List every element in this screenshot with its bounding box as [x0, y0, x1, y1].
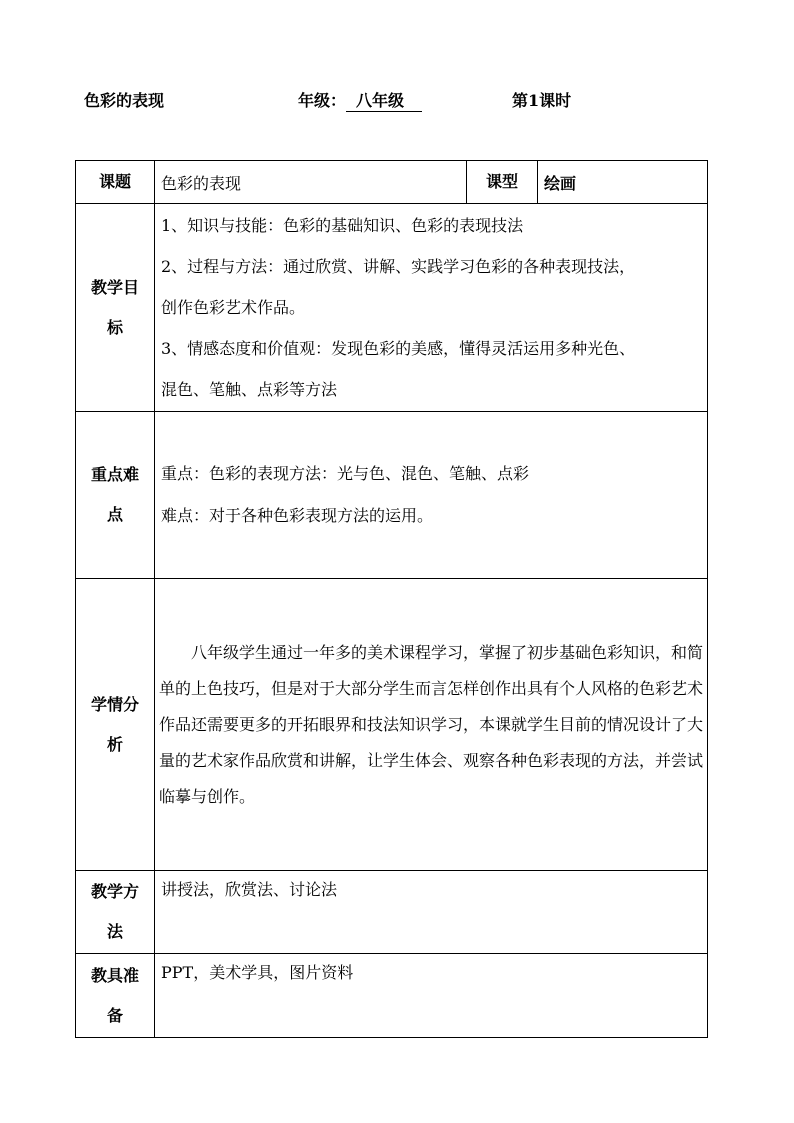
table-row — [76, 412, 708, 579]
tools-label: 教具准备 — [76, 954, 155, 1038]
lesson-period: 第1课时 — [512, 91, 572, 110]
grade-label: 年级： — [298, 91, 347, 110]
grade-field — [298, 88, 422, 112]
topic-label: 课题 — [76, 161, 155, 204]
objective-line: 1、知识与技能：色彩的基础知识、色彩的表现技法 — [161, 215, 524, 235]
methods-value: 讲授法，欣赏法、讨论法 — [155, 871, 708, 954]
objective-line: 2、过程与方法：通过欣赏、讲解、实践学习色彩的各种表现技法， — [161, 256, 636, 276]
key-point-line: 重点：色彩的表现方法：光与色、混色、笔触、点彩 — [161, 464, 530, 483]
table-row — [76, 204, 708, 412]
analysis-paragraph: 八年级学生通过一年多的美术课程学习，掌握了初步基础色彩知识，和简单的上色技巧，但是对于大部分学生而言怎样创作出具有个人风格的色彩艺术作品还需要更多的开拓眼界和技法知识学习，本课就学生目前的情况设计了大量的艺术家作品欣赏和讲解，让学生体会、观察各种色彩表现的方法，并尝试临摹与创作。 — [159, 642, 704, 806]
lesson-title: 色彩的表现 — [84, 91, 165, 110]
methods-label: 教学方法 — [76, 871, 155, 954]
analysis-cell — [155, 579, 708, 871]
key-points-cell — [155, 412, 708, 579]
objective-line: 创作色彩艺术作品。 — [161, 297, 306, 317]
table-row — [76, 161, 708, 204]
difficulty-line: 难点：对于各种色彩表现方法的运用。 — [161, 506, 434, 525]
type-value: 绘画 — [538, 161, 708, 204]
grade-value: 八年级 — [346, 88, 422, 112]
table-row — [76, 954, 708, 1038]
tools-value: PPT，美术学具，图片资料 — [155, 954, 708, 1038]
document-header — [0, 88, 794, 112]
objectives-label: 教学目标 — [76, 204, 155, 412]
objectives-cell — [155, 204, 708, 412]
table-row — [76, 871, 708, 954]
analysis-label: 学情分析 — [76, 579, 155, 871]
topic-value: 色彩的表现 — [155, 161, 467, 204]
type-label: 课型 — [467, 161, 538, 204]
objective-line: 混色、笔触、点彩等方法 — [161, 379, 338, 399]
lesson-plan-table — [75, 160, 708, 1038]
objective-line: 3、情感态度和价值观：发现色彩的美感，懂得灵活运用多种光色、 — [161, 338, 636, 358]
table-row — [76, 579, 708, 871]
key-points-label: 重点难点 — [76, 412, 155, 579]
